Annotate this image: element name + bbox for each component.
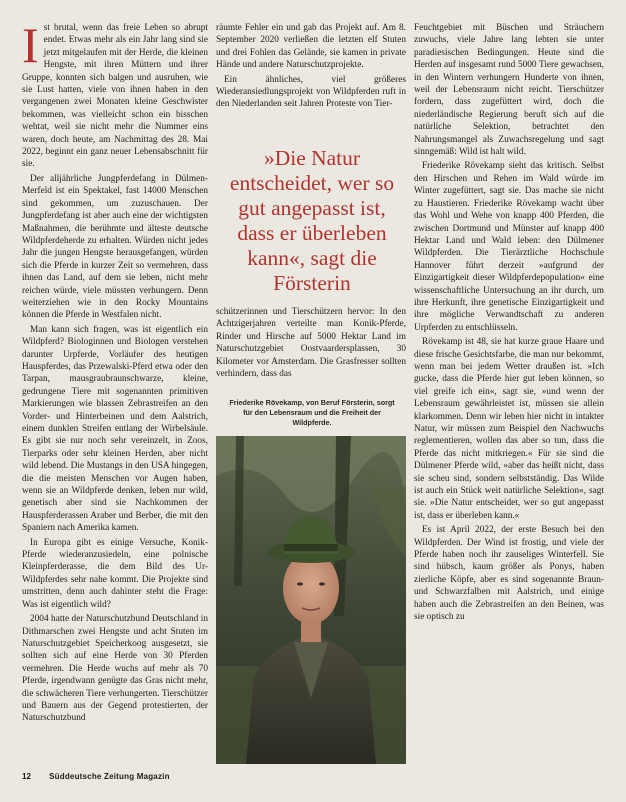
paragraph: st brutal, wenn das freie Leben so abrupt endet. Etwas mehr als ein Jahr lang sind sie jetzt mitgelaufen mit der Herde, die kleinen Hengste, mit ihren Müttern und ihrer Gruppe, konnten sich balgen und ausruhen, wie sie Lust hatten, viele von ihnen haben in den vergangenen zwei Monaten kleine Geschwister bekommen, was vielleicht schon ein bisschen wehtat, weil sie nicht mehr die Nummer eins waren, doch heute, am Nachmittag des 28. Mai 2022, beginnt ein ganz neuer Lebensabschnitt für sie. xyxy=(22,23,208,170)
portrait-photo xyxy=(216,436,406,764)
text-column-3 xyxy=(414,22,604,764)
text-column-2-middle xyxy=(216,306,406,388)
paragraph: räumte Fehler ein und gab das Projekt auf. Am 8. September 2020 verließen die letzten elf Stuten und drei Fohlen das Gelände, sie kamen in private Hände und andere Naturschutzprojekte. xyxy=(216,23,406,71)
page-number: 12 xyxy=(22,772,31,781)
magazine-name: Süddeutsche Zeitung Magazin xyxy=(49,772,170,781)
paragraph: Der alljährliche Jungpferdefang in Dülmen-Merfeld ist ein Spektakel, fast 14000 Menschen sind gekommen, um zuzuschauen. Der Jungpferdefang ist aber auch eine der wichtigsten Maßnahmen, die berühmte und älteste deutsche Wildpferdeherde zu erhalten. Würden nicht jedes Jahr die jungen Hengste herausgefangen, würden sich die Pferde in kurzer Zeit so vermehren, dass ihnen das Land, auf dem sie leben, nicht mehr reichen würde, viele müssten verhungern. Denn weiterziehen wie in den Rocky Mountains können die Pferde in Westfalen nicht. xyxy=(22,173,208,321)
paragraph: Ein ähnliches, viel größeres Wiederansiedlungsprojekt von Wildpferden ruft in den Niederlanden seit Jahren Proteste von Tier- xyxy=(216,74,406,110)
paragraph: In Europa gibt es einige Versuche, Konik-Pferde wiederanzusiedeln, eine polnische Kleinpferderasse, die dem Bild des Ur-Wildpferdes sehr nahe kommt. Die Projekte sind umstritten, denn auch dahinter steht die Frage: Was ist eigentlich wild? xyxy=(22,537,208,610)
drop-cap: I xyxy=(22,22,39,73)
photo-caption: Friederike Rövekamp, von Beruf Försterin, sorgt für den Lebensraum und die Freiheit der Wildpferde. xyxy=(229,398,395,427)
paragraph: Es ist April 2022, der erste Besuch bei den Wildpferden. Der Wind ist frostig, und viele der Pferde haben noch ihr zauseliges Winterfell. Sie sind hübsch, kaum größer als Ponys, haben zierliche Köpfe, aber es sind sogenannte Braun- und Schwarzfalben mit Aalstrich, und einige haben auch die Zebrastreifen an den Beinen, was sie optisch zu xyxy=(414,525,604,623)
paragraph: schützerinnen und Tierschützern hervor: In den Achtzigerjahren verteilte man Konik-Pferde, Rinder und Hirsche auf 5000 Hektar Land im Naturschutzgebiet Oostvaardersplassen, 30 Kilometer vor Amsterdam. Die Grasfresser sollten verhindern, dass das xyxy=(216,307,406,380)
paragraph: 2004 hatte der Naturschutzbund Deutschland in Dithmarschen zwei Hengste und acht Stuten im Naturschutzgebiet Speicherkoog ausgesetzt, sie sollten sich auf eine Herde von 30 Pferden vermehren. Die Herde wuchs auf mehr als 70 Pferde, irgendwann genügte das Gras nicht mehr, die schwächeren Tiere verhungerten. Tierschützer und Bauern aus der Gegend protestierten, der Naturschutzbund xyxy=(22,614,208,724)
pull-quote: »Die Natur entscheidet, wer so gut angepasst ist, dass er überleben kann«, sagt die Försterin xyxy=(229,146,395,295)
text-column-1 xyxy=(22,22,208,764)
paragraph: Friederike Rövekamp sieht das kritisch. Selbst den Hirschen und Rehen im Wald würde im Winter zugefüttert, sagt sie. Das mache sie nicht zu Haustieren. Friederike Rövekamp wacht über das Wohl und Wehe von knapp 400 Pferden, die zwischen Dortmund und Münster auf knapp 400 Hektar Land und Wald leben: den Dülmener Wildpferden. Die Tierärztliche Hochschule Hannover führt derzeit »aufgrund der Einzigartigkeit dieser Wildpferdepopulation« eine wissenschaftliche Untersuchung an ihr durch, um ihre Herkunft, ihre genetische Einzigartigkeit und ihre mögliche Verwandtschaft zu anderen Urpferden zu entschlüsseln. xyxy=(414,161,604,333)
paragraph: Feuchtgebiet mit Büschen und Sträuchern zuwuchs, viele Jahre lang lebten sie unter paradiesischen Bedingungen. Heute sind die Herden auf insgesamt rund 5000 Tiere gewachsen, in den Wintern verhungern Hunderte von ihnen, weil der Lebensraum nicht reicht. Tierschützer fordern, dass zugefüttert wird, doch die niederländische Regierung beruft sich auf die natürliche Selektion, betrachtet den Nahrungsmangel als Zuwachsregelung und sagt sinngemäß: Wild ist halt wild. xyxy=(414,23,604,158)
page-footer xyxy=(22,770,602,784)
forester-portrait-image xyxy=(216,436,406,764)
paragraph: Man kann sich fragen, was ist eigentlich ein Wildpferd? Biologinnen und Biologen verstehen darunter Urpferde, Vorläufer des heutigen Hauspferdes, das Przewalski-Pferd etwa oder den Tarpan, mausgraubraunschwarze, kleine, gedrungene Tiere mit sogenannten primitiven Markierungen wie blassen Zebrastreifen an den Vorder- und Hinterbeinen und dem Aalstrich, einem dunklen Streifen entlang der Wirbelsäule. Es gibt sie nur noch sehr vereinzelt, in Zoos, Tierparks oder sehr kleinen Herden, aber nicht wild lebend. Die Mustangs in den USA hingegen, die die meisten Menschen vor Augen haben, wenn sie an Wildpferde denken, leben nur wild, genetisch aber sind sie Nachkommen der Hauspferderassen Araber und Berber, die mit den Spaniern nach Amerika kamen. xyxy=(22,324,208,534)
paragraph: Rövekamp ist 48, sie hat kurze graue Haare und diese frische Gesichtsfarbe, die man nur bekommt, wenn man bei jedem Wetter draußen ist. »Ich gucke, dass die Pferde hier gut leben können, so viel greife ich ein«, sagt sie, »und wenn der Lebensraum gewährleistet ist, müssen sie allein klarkommen. Denn wir leben hier nicht in intakter Natur, wir müssen zum Beispiel den Nachwuchs reglementieren, wollen das aber so tun, dass die Pferde das nicht mitkriegen.« Für sie sind die Dülmener Pferde wild, »aber das heißt nicht, dass sie scheu sind, sondern selbstständig. Das Wilde ist auch ein Stück weit natürliche Selektion«, sagt sie. »Die Natur entscheidet, wer so gut angepasst ist, dass er überleben kann.« xyxy=(414,337,604,521)
text-column-2-top xyxy=(216,22,406,140)
